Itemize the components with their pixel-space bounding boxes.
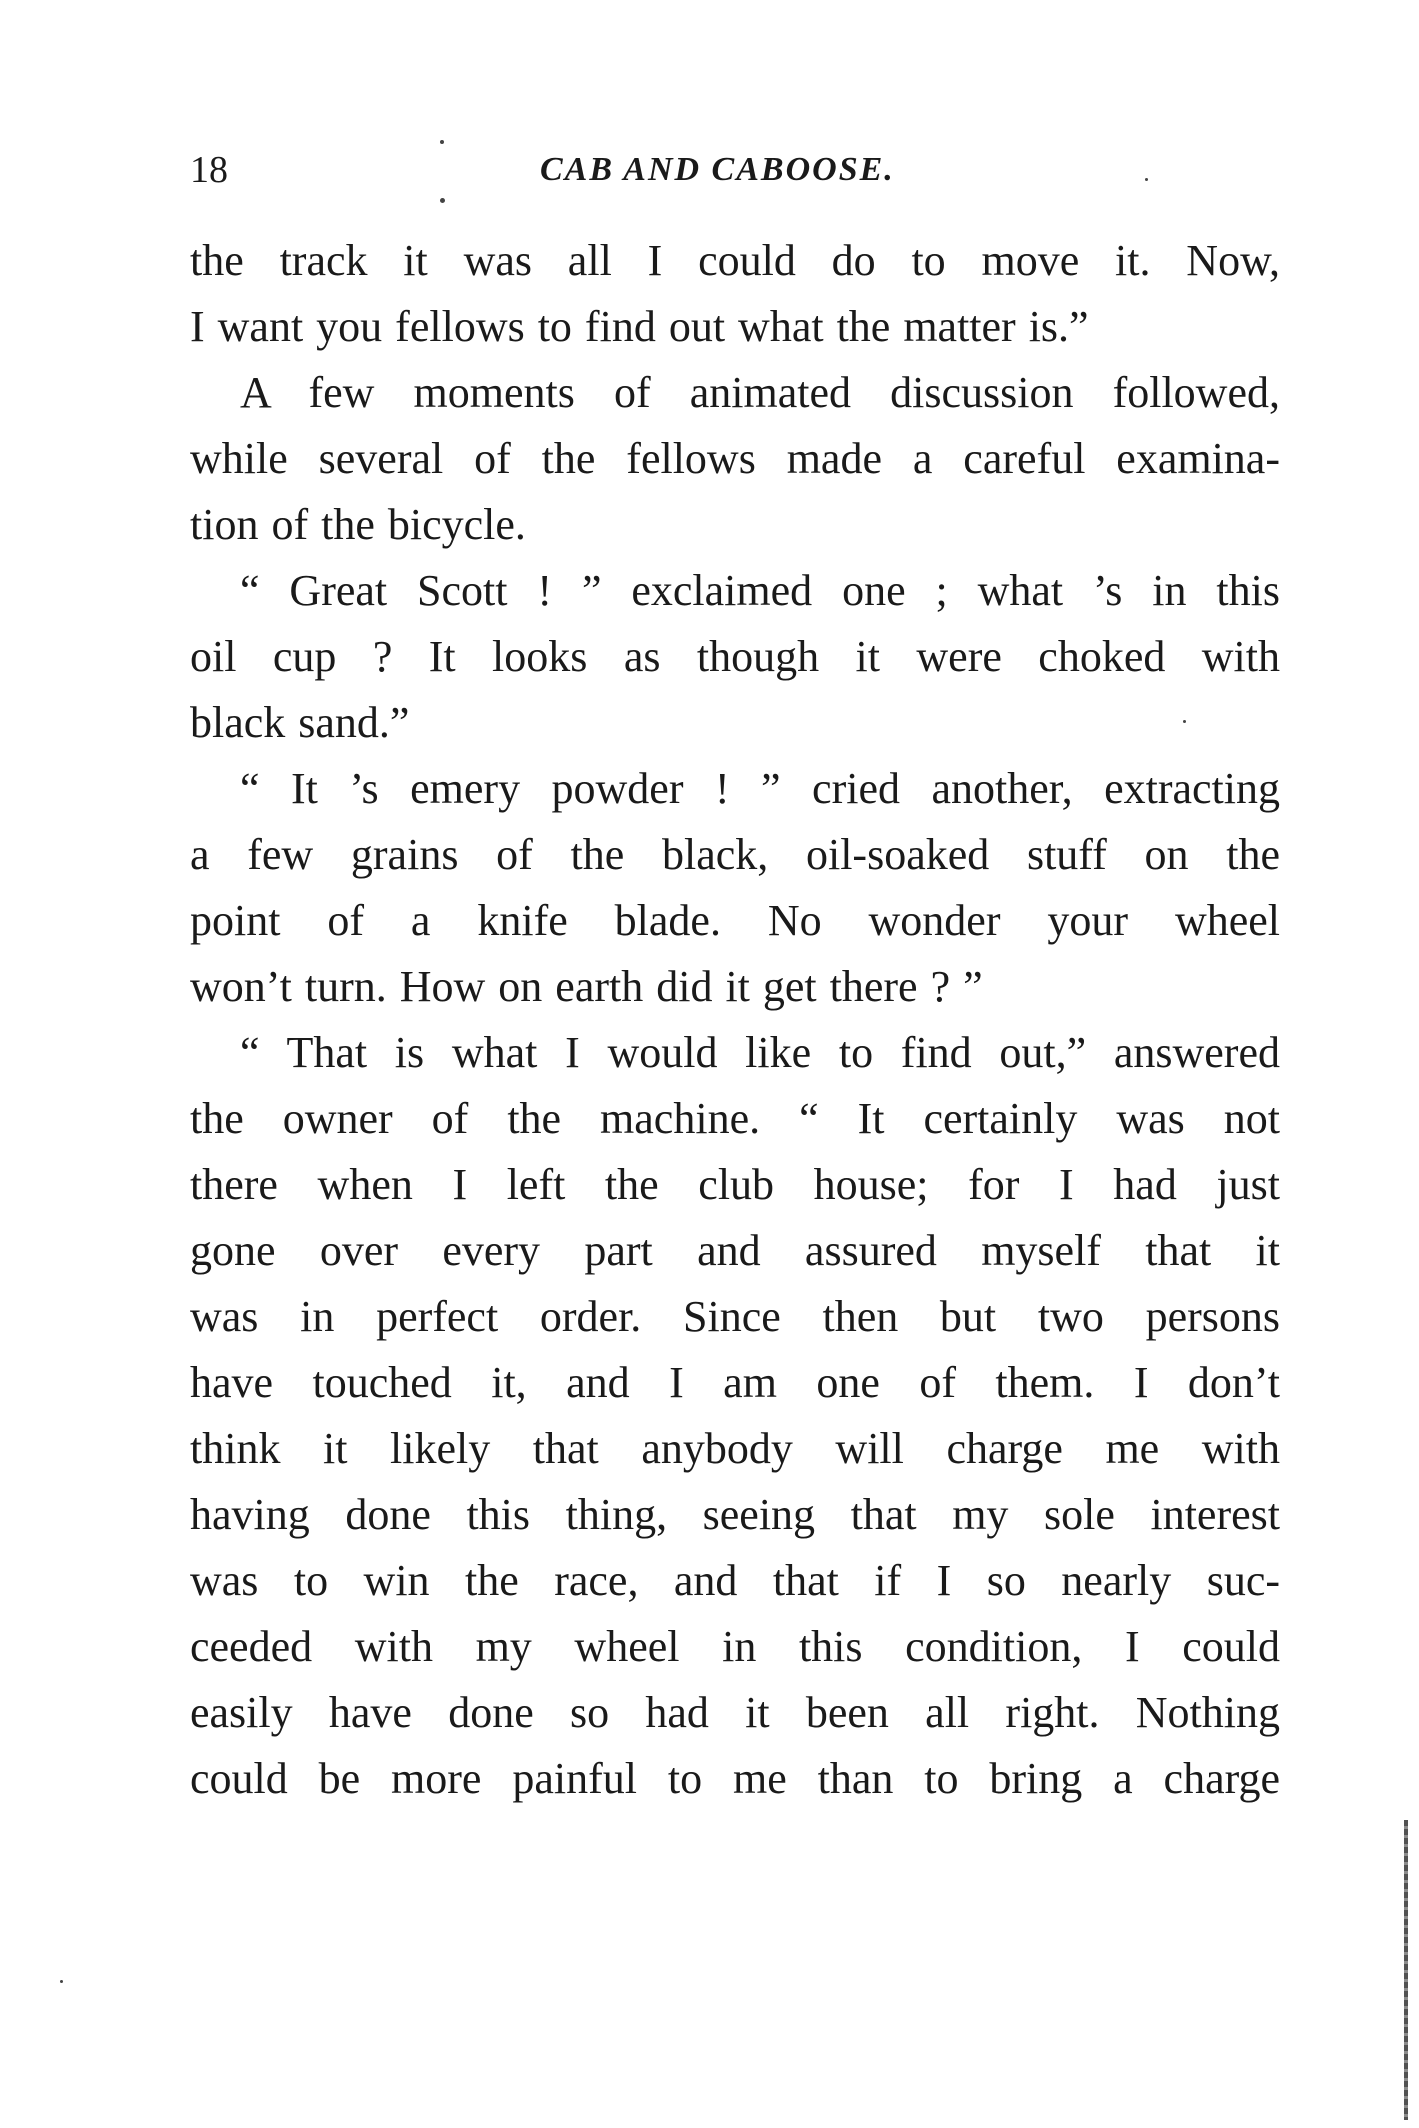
text-line: think it likely that anybody will charge me with	[190, 1424, 1280, 1473]
text-line: could be more painful to me than to bring a charge	[190, 1754, 1280, 1803]
page-number: 18	[190, 149, 228, 191]
print-speck	[440, 140, 444, 144]
text-line: “ Great Scott ! ” exclaimed one ; what ’s in this	[240, 566, 1280, 615]
print-speck	[1145, 178, 1148, 181]
text-line: ceeded with my wheel in this condition, I could	[190, 1622, 1280, 1671]
running-title: CAB AND CABOOSE.	[540, 151, 895, 188]
page-edge-mark	[1404, 1820, 1408, 2120]
text-line: gone over every part and assured myself that it	[190, 1226, 1280, 1275]
text-line: “ It ’s emery powder ! ” cried another, extracting	[240, 764, 1280, 813]
text-line: was to win the race, and that if I so nearly suc-	[190, 1556, 1280, 1605]
print-speck	[60, 1980, 63, 1983]
text-line: easily have done so had it been all right. Nothing	[190, 1688, 1280, 1737]
text-line: A few moments of animated discussion followed,	[240, 368, 1280, 417]
text-line: a few grains of the black, oil-soaked stuff on the	[190, 830, 1280, 879]
text-line: the track it was all I could do to move it. Now,	[190, 236, 1280, 285]
text-line: I want you fellows to find out what the matter is.”	[190, 302, 1089, 351]
text-line: oil cup ? It looks as though it were choked with	[190, 632, 1280, 681]
text-line: have touched it, and I am one of them. I don’t	[190, 1358, 1280, 1407]
text-line: there when I left the club house; for I had just	[190, 1160, 1280, 1209]
text-line: the owner of the machine. “ It certainly was not	[190, 1094, 1280, 1143]
text-line: having done this thing, seeing that my sole interest	[190, 1490, 1280, 1539]
body-text	[190, 228, 1280, 1812]
print-speck	[1183, 720, 1186, 723]
text-line: won’t turn. How on earth did it get there ? ”	[190, 962, 983, 1011]
text-line: was in perfect order. Since then but two persons	[190, 1292, 1280, 1341]
text-line: point of a knife blade. No wonder your wheel	[190, 896, 1280, 945]
page-header	[190, 140, 1280, 200]
text-line: “ That is what I would like to find out,” answered	[240, 1028, 1280, 1077]
text-line: black sand.”	[190, 698, 410, 747]
print-speck	[440, 198, 445, 203]
text-line: tion of the bicycle.	[190, 500, 526, 549]
text-line: while several of the fellows made a careful examina-	[190, 434, 1280, 483]
